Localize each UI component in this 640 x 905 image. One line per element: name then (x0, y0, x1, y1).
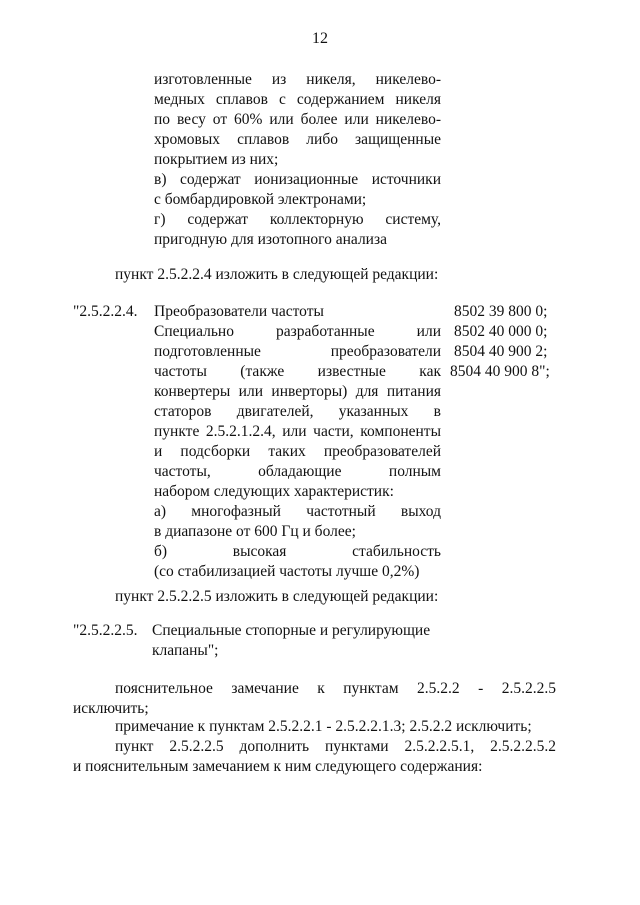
item-line: частоты (также известные как (154, 363, 441, 380)
paragraph-line: и пояснительным замечанием к ним следующего содержания: (73, 758, 483, 775)
item-line: пункте 2.5.2.1.2.4, или части, компоненты (154, 423, 441, 440)
tn-ved-code: 8502 39 800 0; (454, 303, 548, 320)
edit-instruction-2-5-2-2-5: пункт 2.5.2.2.5 изложить в следующей редакции: (115, 588, 439, 605)
item-line: статоров двигателей, указанных в (154, 403, 441, 420)
item-line: Преобразователи частоты (154, 303, 324, 320)
item-line: в диапазоне от 600 Гц и более; (154, 523, 356, 540)
paragraph-line: исключить; (73, 700, 149, 717)
item-number: "2.5.2.2.4. (73, 303, 138, 320)
item-line: б) высокая стабильность (154, 543, 441, 560)
intro-line: в) содержат ионизационные источники (154, 171, 441, 188)
intro-line: по весу от 60% или более или никелево- (154, 111, 441, 128)
item-line: а) многофазный частотный выход (154, 503, 441, 520)
intro-line: пригодную для изотопного анализа (154, 231, 387, 248)
paragraph-line: примечание к пунктам 2.5.2.2.1 - 2.5.2.2.1.3; 2.5.2.2 исключить; (115, 718, 532, 735)
intro-line: медных сплавов с содержанием никеля (154, 91, 441, 108)
intro-line: изготовленные из никеля, никелево- (154, 71, 441, 88)
intro-line: хромовых сплавов либо защищенные (154, 131, 441, 148)
tn-ved-code: 8504 40 900 8"; (450, 363, 550, 380)
item-number: "2.5.2.2.5. (73, 622, 138, 639)
item-line: (со стабилизацией частоты лучше 0,2%) (154, 563, 420, 580)
item-line: частоты, обладающие полным (154, 463, 441, 480)
item-line: Специальные стопорные и регулирующие (152, 622, 431, 639)
edit-instruction-2-5-2-2-4: пункт 2.5.2.2.4 изложить в следующей редакции: (115, 266, 439, 283)
page-number: 12 (312, 30, 328, 47)
intro-line: покрытием из них; (154, 151, 279, 168)
item-line: Специально разработанные или (154, 323, 441, 340)
tn-ved-code: 8502 40 000 0; (454, 323, 548, 340)
paragraph-line: пункт 2.5.2.2.5 дополнить пунктами 2.5.2.2.5.1, 2.5.2.2.5.2 (115, 738, 556, 755)
item-line: клапаны"; (152, 642, 219, 659)
paragraph-line: пояснительное замечание к пунктам 2.5.2.2 - 2.5.2.2.5 (115, 680, 556, 697)
item-line: и подсборки таких преобразователей (154, 443, 441, 460)
item-line: подготовленные преобразователи (154, 343, 441, 360)
item-line: набором следующих характеристик: (154, 483, 394, 500)
tn-ved-code: 8504 40 900 2; (454, 343, 548, 360)
intro-line: г) содержат коллекторную систему, (154, 211, 441, 228)
item-line: конвертеры или инверторы) для питания (154, 383, 441, 400)
intro-line: с бомбардировкой электронами; (154, 191, 367, 208)
